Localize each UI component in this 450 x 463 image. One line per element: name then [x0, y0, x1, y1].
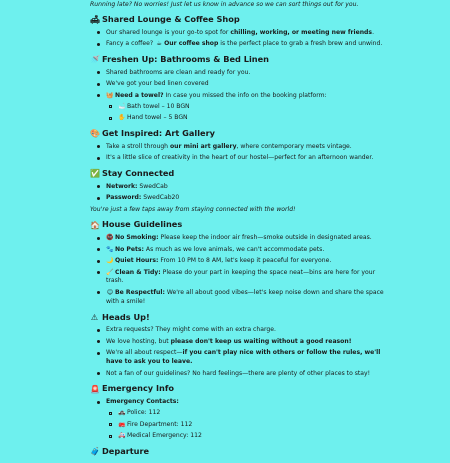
siren-icon: 🚨 [90, 384, 100, 394]
guidelines-title: House Guidelines [102, 219, 183, 230]
paw-icon: 🐾 [106, 245, 114, 253]
towel-prices [106, 103, 390, 123]
late-arrival-note: Running late? No worries! Just let us know in advance so we can sort things out for you. [90, 1, 359, 8]
list-item: 🧺Need a towel? In case you missed the info on the booking platform: 🛁Bath towel – 10 BGN ✋Hand towel – 5 BGN [106, 92, 390, 123]
sofa-icon: 🛋 [90, 15, 101, 25]
ambulance-icon: 🚑 [118, 431, 126, 439]
section-emergency [90, 383, 390, 440]
section-title-guidelines [90, 219, 390, 231]
list-item: Emergency Contacts: 🚓Police: 112 🚒Fire Department: 112 🚑Medical Emergency: 112 [106, 398, 390, 441]
section-title-bathrooms [90, 54, 390, 66]
section-title-gallery [90, 128, 390, 140]
palette-icon: 🎨 [90, 129, 100, 139]
section-title-departure [90, 446, 390, 458]
list-item: ✋Hand towel – 5 BGN [118, 114, 390, 123]
section-title-wifi [90, 168, 390, 180]
departure-icon: 🧳 [90, 447, 100, 457]
list-item: Password: SwedCab20 [106, 194, 390, 203]
guidelines-list [90, 234, 390, 306]
warning-icon: ⚠ [90, 312, 99, 322]
wifi-title: Stay Connected [102, 167, 175, 178]
list-item: We're all about respect—if you can't play nice with others or follow the rules, we'll have to ask you to leave. [106, 349, 390, 367]
list-item: We've got your bed linen covered [106, 80, 390, 89]
list-item: 🧹Clean & Tidy: Please do your part in keeping the space neat—bins are here for your trash. [106, 269, 390, 287]
no-smoking-icon: 🚭 [106, 234, 114, 242]
gallery-title: Get Inspired: Art Gallery [102, 127, 215, 138]
document [90, 1, 390, 463]
section-guidelines [90, 219, 390, 306]
list-item: 🚭No Smoking: Please keep the indoor air fresh—smoke outside in designated areas. [106, 234, 390, 243]
list-item: 😊 Be Respectful: We're all about good vibes—let's keep noise down and share the space with a smile! [106, 289, 390, 307]
bathtub-icon: 🛁 [118, 102, 126, 110]
section-departure [90, 446, 390, 458]
section-heads-up [90, 312, 390, 379]
check-box-icon: ✅ [90, 169, 100, 179]
smile-icon: 😊 [106, 288, 114, 296]
police-car-icon: 🚓 [118, 409, 126, 417]
heads-up-list [90, 326, 390, 378]
hand-icon: ✋ [118, 113, 126, 121]
list-item: Fancy a coffee? ☕ Our coffee shop is the perfect place to grab a fresh brew and unwind. [106, 40, 390, 49]
list-item: Our shared lounge is your go-to spot for chilling, working, or meeting new friends. [106, 29, 390, 38]
bath-icon: 🚿 [90, 55, 100, 65]
section-lounge [90, 14, 390, 49]
section-bathrooms [90, 54, 390, 123]
section-title-emergency [90, 383, 390, 395]
list-item: 🚒Fire Department: 112 [118, 421, 390, 430]
bathrooms-title: Freshen Up: Bathrooms & Bed Linen [102, 53, 270, 64]
emergency-list [90, 398, 390, 441]
emergency-title: Emergency Info [102, 383, 175, 394]
wifi-note: You're just a few taps away from staying connected with the world! [90, 205, 296, 213]
list-item: 🌙Quiet Hours: From 10 PM to 8 AM, let's keep it peaceful for everyone. [106, 257, 390, 266]
coffee-icon: ☕ [156, 40, 162, 48]
moon-icon: 🌙 [106, 257, 114, 265]
fire-engine-icon: 🚒 [118, 420, 126, 428]
list-item: 🛁Bath towel – 10 BGN [118, 103, 390, 112]
house-icon: 🏠 [90, 220, 100, 230]
list-item: It's a little slice of creativity in the heart of our hostel—perfect for an afternoon wander. [106, 154, 390, 163]
gallery-list [90, 143, 390, 163]
section-gallery [90, 128, 390, 163]
list-item: 🚓Police: 112 [118, 409, 390, 418]
section-wifi [90, 168, 390, 215]
heads-up-title: Heads Up! [102, 311, 150, 322]
list-item: Take a stroll through our mini art gallery, where contemporary meets vintage. [106, 143, 390, 152]
section-title-heads-up [90, 312, 390, 324]
list-item: 🚑Medical Emergency: 112 [118, 432, 390, 441]
wifi-list [90, 183, 390, 203]
departure-title: Departure [102, 445, 150, 456]
broom-icon: 🧹 [106, 268, 114, 276]
list-item: We love hosting, but please don't keep us waiting without a good reason! [106, 338, 390, 347]
section-title-lounge [90, 14, 390, 26]
lounge-title: Shared Lounge & Coffee Shop [102, 13, 240, 24]
list-item: 🐾No Pets: As much as we love animals, we can't accommodate pets. [106, 246, 390, 255]
list-item: Not a fan of our guidelines? No hard feelings—there are plenty of other places to stay! [106, 370, 390, 379]
list-item: Extra requests? They might come with an extra charge. [106, 326, 390, 335]
basket-icon: 🧺 [106, 91, 114, 99]
list-item: Network: SwedCab [106, 183, 390, 192]
emergency-contacts [106, 409, 390, 441]
lounge-list [90, 29, 390, 49]
list-item: Shared bathrooms are clean and ready for you. [106, 69, 390, 78]
bathrooms-list [90, 69, 390, 123]
